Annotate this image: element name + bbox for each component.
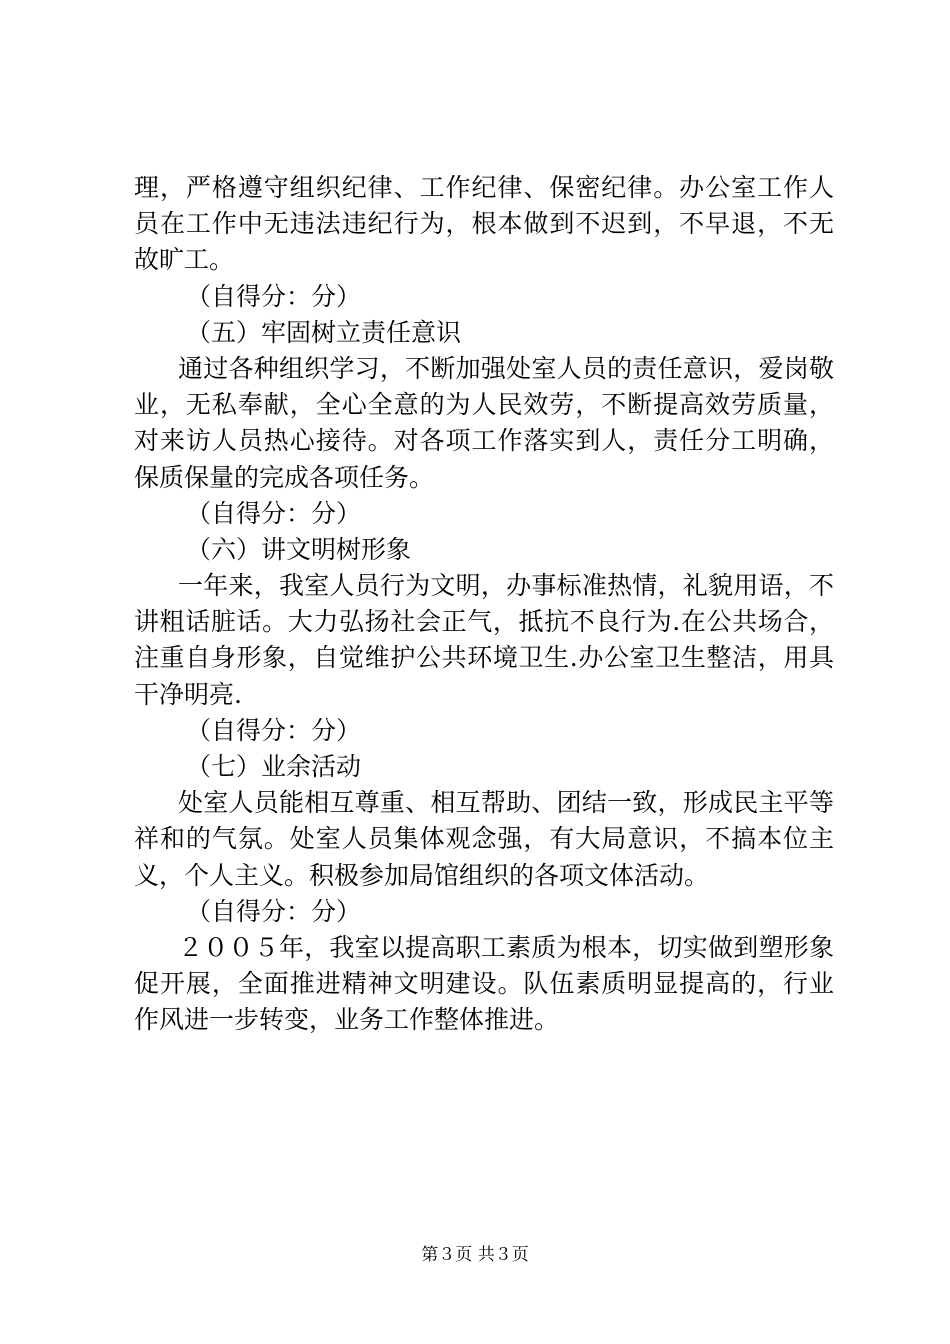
text-line: 处室人员能相互尊重、相互帮助、团结一致，形成民主平等 (178, 788, 834, 818)
text-line: 讲粗话脏话。大力弘扬社会正气，抵抗不良行为.在公共场合， (134, 607, 834, 637)
text-line: 祥和的气氛。处室人员集体观念强，有大局意识，不搞本位主 (134, 824, 834, 854)
text-line: ２００５年，我室以提高职工素质为根本，切实做到塑形象 (178, 932, 834, 962)
score-line: （自得分：分） (186, 498, 362, 528)
section-heading: （七）业余活动 (186, 752, 362, 781)
text-line: 义，个人主义。积极参加局馆组织的各项文体活动。 (134, 860, 710, 890)
text-line: 注重自身形象，自觉维护公共环境卫生.办公室卫生整洁，用具 (134, 643, 834, 673)
text-line: 干净明亮. (134, 679, 242, 709)
score-line: （自得分：分） (186, 281, 362, 311)
section-heading: （六）讲文明树形象 (186, 534, 412, 564)
score-line: （自得分：分） (186, 896, 362, 926)
page-footer: 第３页 共３页 (421, 1245, 529, 1265)
text-line: 故旷工。 (134, 245, 235, 275)
text-line: 对来访人员热心接待。对各项工作落实到人，责任分工明确， (134, 426, 834, 456)
document-body (134, 170, 834, 1039)
text-line: 通过各种组织学习，不断加强处室人员的责任意识，爱岗敬 (178, 353, 834, 383)
text-line: 作风进一步转变，业务工作整体推进。 (134, 1005, 560, 1035)
text-line: 员在工作中无违法违纪行为，根本做到不迟到，不早退，不无 (134, 209, 834, 239)
score-line: （自得分：分） (186, 715, 362, 745)
text-line: 一年来，我室人员行为文明，办事标准热情，礼貌用语，不 (178, 571, 834, 601)
text-line: 业，无私奉献，全心全意的为人民效劳，不断提高效劳质量， (134, 390, 834, 420)
section-heading: （五）牢固树立责任意识 (186, 317, 462, 347)
text-line: 促开展，全面推进精神文明建设。队伍素质明显提高的，行业 (134, 969, 834, 999)
text-line: 理，严格遵守组织纪律、工作纪律、保密纪律。办公室工作人 (134, 173, 834, 202)
text-line: 保质保量的完成各项任务。 (134, 462, 435, 492)
